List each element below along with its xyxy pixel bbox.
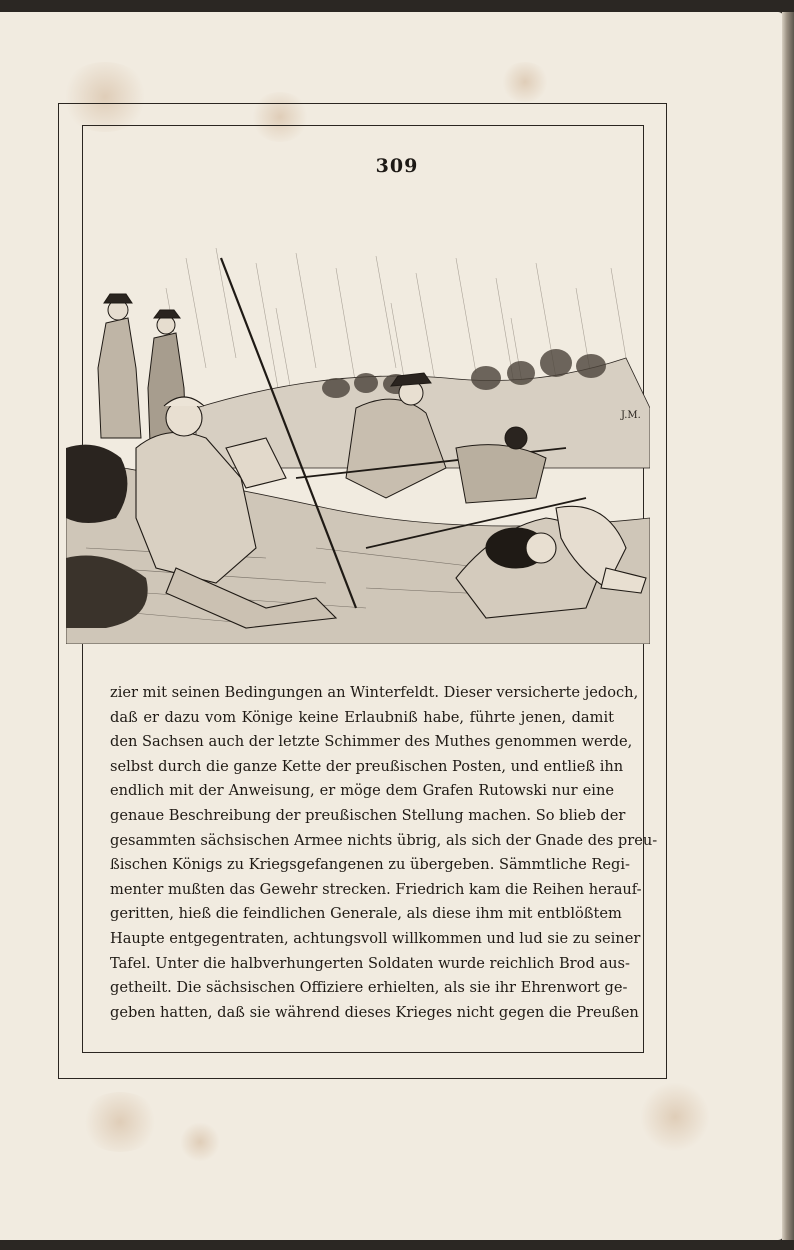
artist-signature: J.M. [621,410,641,421]
text-line: menter mußten das Gewehr strecken. Friedrich kam die Reihen herauf- [110,880,642,898]
text-line: getheilt. Die sächsischen Offiziere erhielten, als sie ihr Ehrenwort ge- [110,979,628,997]
text-line: geritten, hieß die feindlichen Generale, als diese ihm mit entblößtem [110,905,622,923]
text-line: genaue Beschreibung der preußischen Stellung machen. So blieb der [110,806,626,824]
text-line: den Sachsen auch der letzte Schimmer des Muthes genommen werde, [110,733,633,751]
text-line: endlich mit der Anweisung, er möge dem Grafen Rutowski nur eine [110,782,614,800]
text-line: selbst durch die ganze Kette der preußischen Posten, und entließ ihn [110,757,624,775]
text-line: zier mit seinen Bedingungen an Winterfeldt. Dieser versicherte jedoch, [110,684,639,701]
body-text [110,681,658,1025]
battlefield-illustration [66,248,650,644]
text-line: geben hatten, daß sie während dieses Krieges nicht gegen die Preußen [110,1003,639,1021]
page-edge [782,12,794,1240]
page-number: 309 [375,155,419,177]
text-line: gesammten sächsischen Armee nichts übrig, als sich der Gnade des preu- [110,831,658,849]
text-line: Haupte entgegentraten, achtungsvoll willkommen und lud sie zu seiner [110,929,641,947]
text-line: Tafel. Unter die halbverhungerten Soldaten wurde reichlich Brod aus- [110,954,630,972]
text-line: ßischen Königs zu Kriegsgefangenen zu übergeben. Sämmtliche Regi- [110,856,630,874]
text-line: daß er dazu vom Könige keine Erlaubniß habe, führte jenen, damit [110,708,614,726]
